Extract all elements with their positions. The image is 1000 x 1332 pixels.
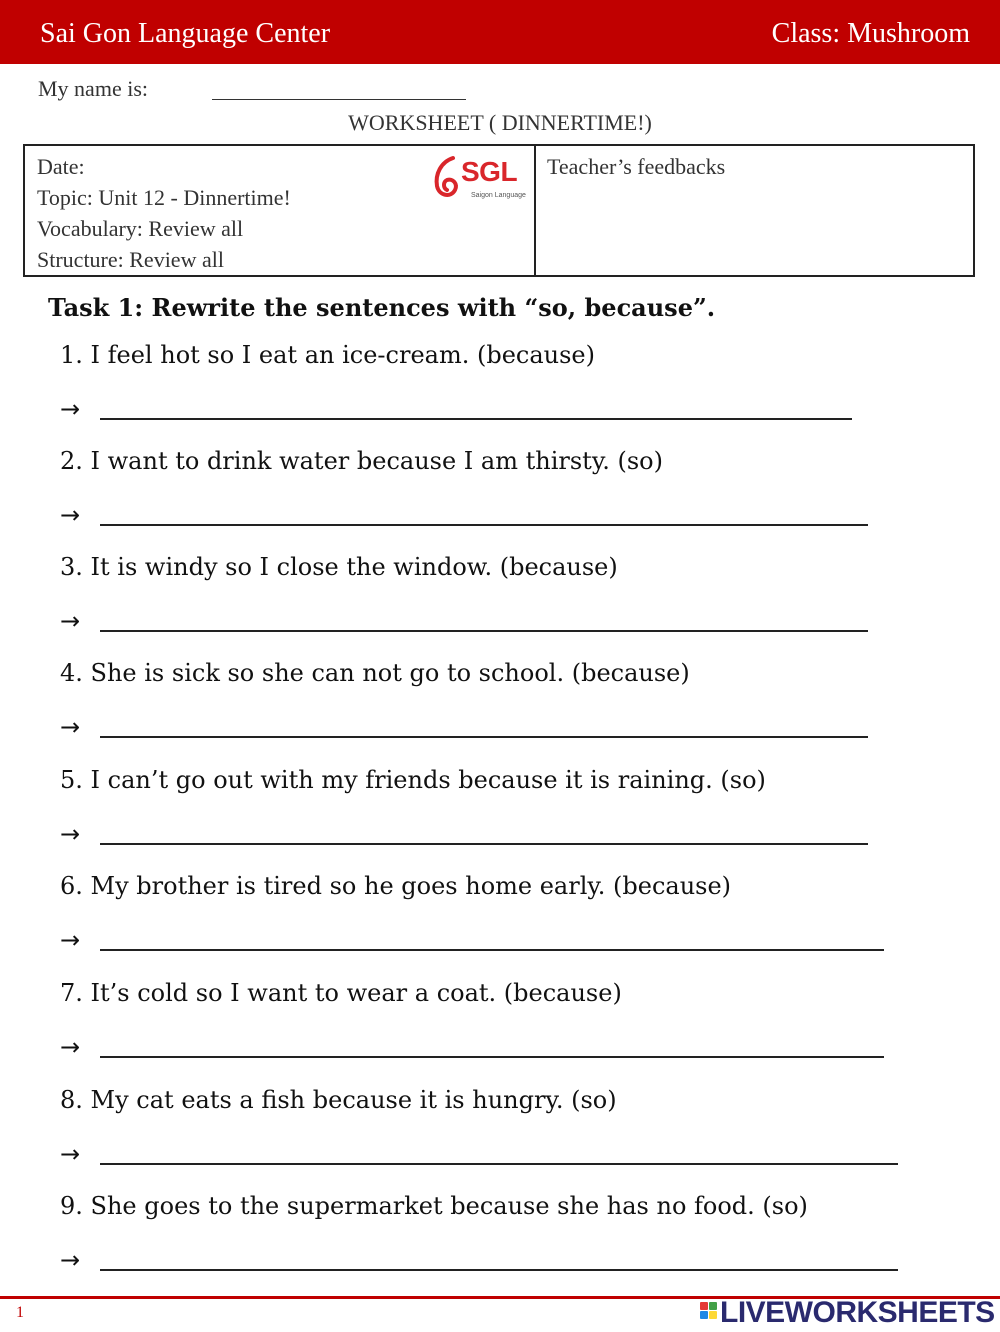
arrow-icon: → <box>60 395 81 423</box>
arrow-icon: → <box>60 926 81 954</box>
question-9: 9. She goes to the supermarket because she has no food. (so) <box>60 1192 808 1220</box>
answer-row-5 <box>60 817 872 851</box>
answer-input-5[interactable] <box>100 843 868 845</box>
question-6: 6. My brother is tired so he goes home early. (because) <box>60 872 732 900</box>
logo-subtitle: Saigon Language <box>471 192 526 199</box>
page-number: 1 <box>16 1304 24 1321</box>
teacher-feedback-label: Teacher’s feedbacks <box>547 154 726 179</box>
answer-input-9[interactable] <box>100 1269 898 1271</box>
arrow-icon: → <box>60 713 81 741</box>
question-5: 5. I can’t go out with my friends because it is raining. (so) <box>60 766 766 794</box>
info-box <box>23 144 975 277</box>
watermark-text: LIVEWORKSHEETS <box>720 1296 995 1329</box>
info-details <box>25 146 536 275</box>
answer-row-9 <box>60 1243 902 1277</box>
arrow-icon: → <box>60 607 81 635</box>
class-name: Class: Mushroom <box>771 18 970 49</box>
question-7: 7. It’s cold so I want to wear a coat. (because) <box>60 979 622 1007</box>
logo-swirl-icon <box>431 154 463 202</box>
question-4: 4. She is sick so she can not go to school. (because) <box>60 659 690 687</box>
structure-label: Structure: Review all <box>37 247 224 272</box>
sgl-logo <box>431 150 531 206</box>
answer-row-7 <box>60 1030 888 1064</box>
center-name: Sai Gon Language Center <box>40 18 331 49</box>
header-bar <box>0 0 1000 64</box>
answer-row-1 <box>60 392 856 426</box>
answer-row-2 <box>60 498 872 532</box>
name-input-line[interactable] <box>212 99 466 100</box>
question-1: 1. I feel hot so I eat an ice-cream. (because) <box>60 341 595 369</box>
vocabulary-label: Vocabulary: Review all <box>37 216 244 241</box>
task-heading: Task 1: Rewrite the sentences with “so, because”. <box>48 293 716 322</box>
answer-input-4[interactable] <box>100 736 868 738</box>
worksheet-title: WORKSHEET ( DINNERTIME!) <box>348 110 652 135</box>
logo-brand: SGL <box>461 156 518 187</box>
answer-row-6 <box>60 923 888 957</box>
answer-input-8[interactable] <box>100 1163 898 1165</box>
question-3: 3. It is windy so I close the window. (because) <box>60 553 618 581</box>
watermark-blocks-icon <box>700 1302 718 1326</box>
topic-label: Topic: Unit 12 - Dinnertime! <box>37 185 291 210</box>
question-8: 8. My cat eats a fish because it is hungry. (so) <box>60 1086 617 1114</box>
arrow-icon: → <box>60 1033 81 1061</box>
answer-row-4 <box>60 710 872 744</box>
name-label: My name is: <box>38 76 148 101</box>
arrow-icon: → <box>60 1140 81 1168</box>
liveworksheets-watermark <box>700 1296 996 1330</box>
date-label: Date: <box>37 154 85 179</box>
arrow-icon: → <box>60 501 81 529</box>
answer-input-2[interactable] <box>100 524 868 526</box>
arrow-icon: → <box>60 820 81 848</box>
answer-input-1[interactable] <box>100 418 852 420</box>
question-2: 2. I want to drink water because I am thirsty. (so) <box>60 447 663 475</box>
answer-row-3 <box>60 604 872 638</box>
answer-input-6[interactable] <box>100 949 884 951</box>
arrow-icon: → <box>60 1246 81 1274</box>
answer-input-3[interactable] <box>100 630 868 632</box>
answer-input-7[interactable] <box>100 1056 884 1058</box>
answer-row-8 <box>60 1137 902 1171</box>
